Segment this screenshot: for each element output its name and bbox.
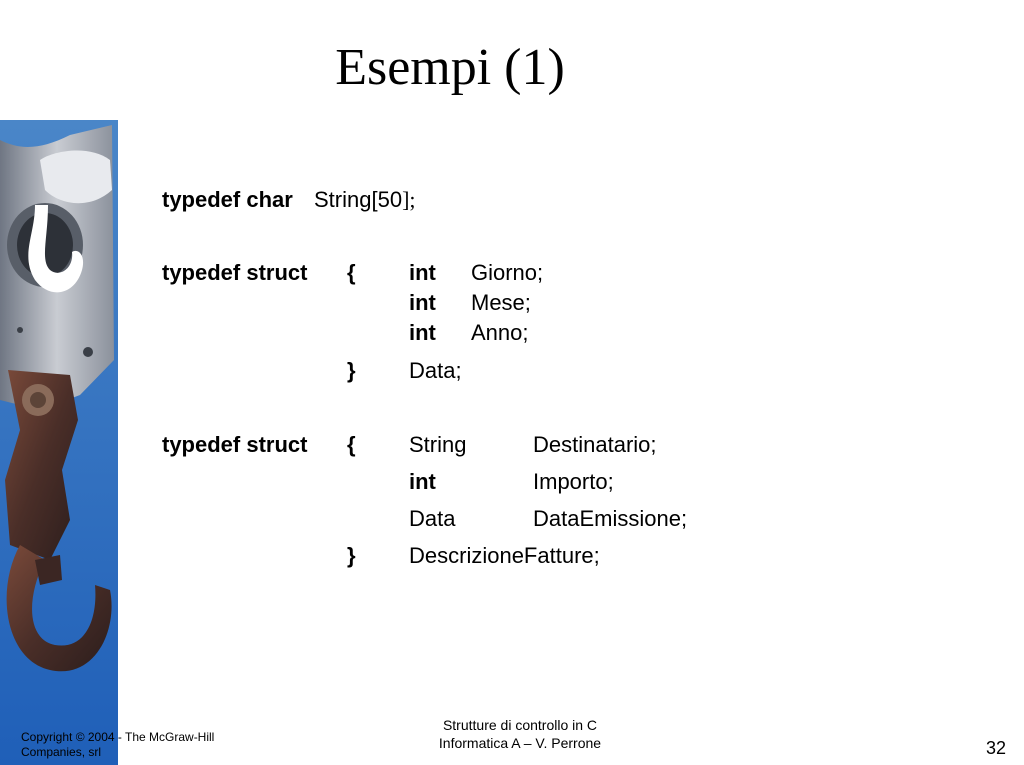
struct2-field-type: String	[409, 432, 467, 457]
struct2-field-name: Destinatario;	[533, 432, 657, 457]
course-author: Informatica A – V. Perrone	[438, 735, 602, 751]
struct1-field-type: int	[409, 290, 436, 315]
string-type-decl-end: ];	[402, 187, 416, 212]
crane-hook-image	[0, 0, 118, 765]
struct1-field-type: int	[409, 260, 436, 285]
struct2-field-name: DataEmissione;	[533, 506, 688, 531]
copyright-line: Companies, srl	[21, 745, 102, 759]
struct1-field-type: int	[409, 320, 436, 345]
struct2-field-type: Data	[409, 506, 456, 531]
page-number: 32	[986, 738, 1007, 758]
string-type-decl-name: String[50	[314, 187, 403, 212]
struct2-close-brace: }	[347, 543, 356, 568]
struct1-field-name: Anno;	[471, 320, 529, 345]
struct2-typedef-keyword: typedef struct	[162, 432, 308, 457]
struct2-alias: DescrizioneFatture;	[409, 543, 600, 568]
struct1-open-brace: {	[347, 260, 356, 285]
course-footer	[400, 716, 640, 752]
struct1-close-brace: }	[347, 358, 356, 383]
struct2-field-type: int	[409, 469, 436, 494]
struct2-open-brace: {	[347, 432, 356, 457]
slide-title: Esempi (1)	[335, 39, 565, 96]
struct1-typedef-keyword: typedef struct	[162, 260, 308, 285]
copyright-notice	[21, 730, 214, 760]
struct1-alias: Data;	[409, 358, 462, 383]
typedef-char-keyword: typedef char	[162, 187, 293, 212]
copyright-line: Copyright © 2004 - The McGraw-Hill	[21, 730, 215, 744]
course-title: Strutture di controllo in C	[442, 717, 598, 733]
struct1-field-name: Giorno;	[471, 260, 544, 285]
struct1-field-name: Mese;	[471, 290, 531, 315]
string-type-decl	[314, 187, 416, 213]
struct2-field-name: Importo;	[533, 469, 614, 494]
